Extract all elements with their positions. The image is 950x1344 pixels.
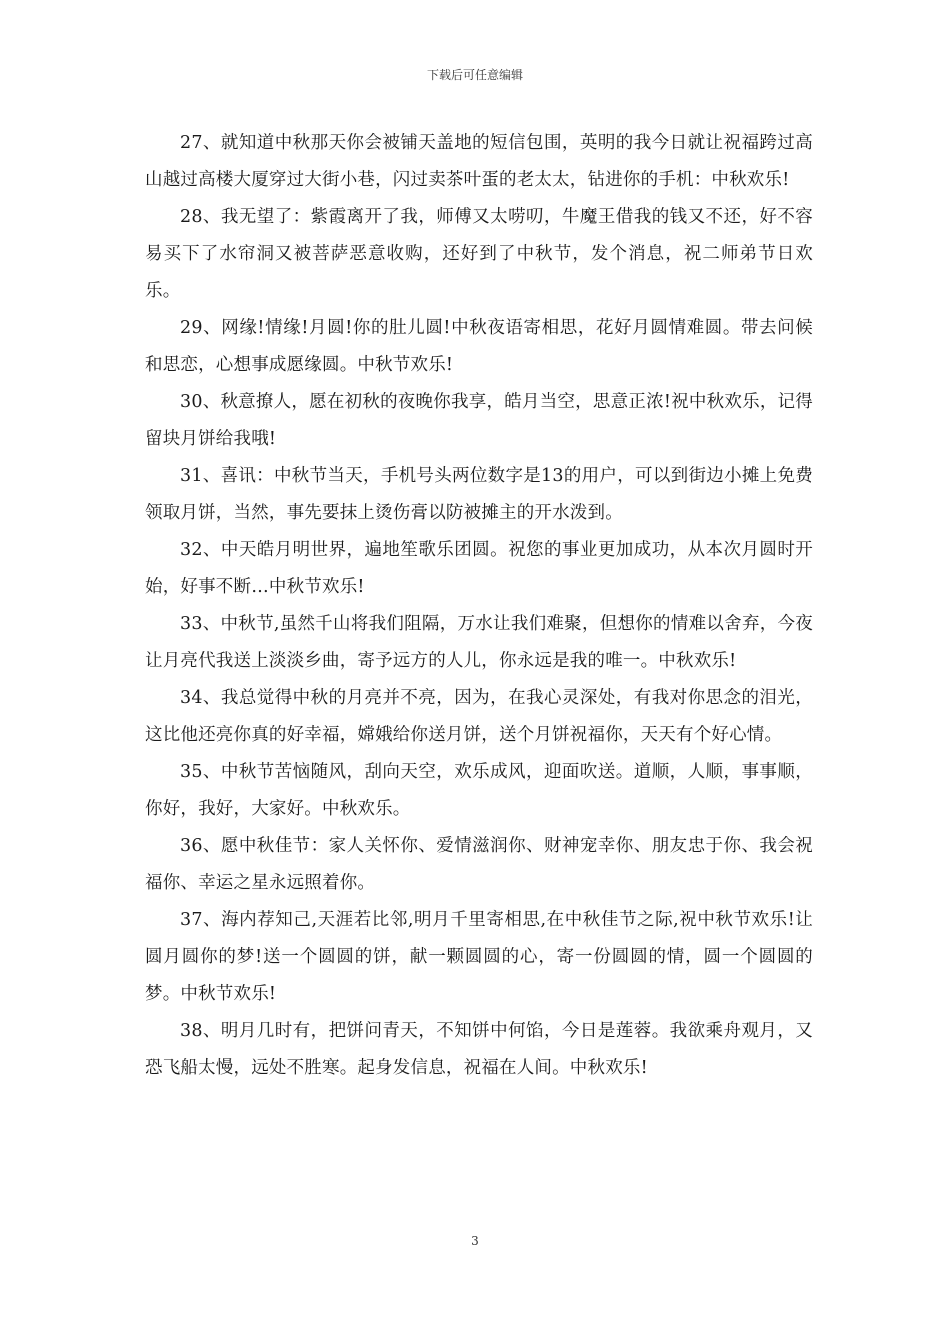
page-number: 3	[471, 1234, 479, 1248]
paragraph-37: 37、海内荐知己,天涯若比邻,明月千里寄相思,在中秋佳节之际,祝中秋节欢乐!让圆月圆你的梦!送一个圆圆的饼，献一颗圆圆的心，寄一份圆圆的情，圆一个圆圆的梦。中秋节欢乐!	[145, 910, 813, 1004]
paragraph-32: 32、中天皓月明世界，遍地笙歌乐团圆。祝您的事业更加成功，从本次月圆时开始，好事不断…中秋节欢乐!	[145, 540, 813, 597]
paragraph-35: 35、中秋节苦恼随风，刮向天空，欢乐成风，迎面吹送。道顺，人顺，事事顺，你好，我好，大家好。中秋欢乐。	[145, 762, 813, 819]
paragraph-27: 27、就知道中秋那天你会被铺天盖地的短信包围，英明的我今日就让祝福跨过高山越过高楼大厦穿过大街小巷，闪过卖茶叶蛋的老太太，钻进你的手机：中秋欢乐!	[145, 133, 813, 190]
page-header: 下载后可任意编辑	[426, 68, 523, 82]
paragraph-33: 33、中秋节,虽然千山将我们阻隔，万水让我们难聚，但想你的情难以舍弃，今夜让月亮代我送上淡淡乡曲，寄予远方的人儿，你永远是我的唯一。中秋欢乐!	[145, 614, 813, 671]
paragraph-38: 38、明月几时有，把饼问青天，不知饼中何馅，今日是莲蓉。我欲乘舟观月，又恐飞船太慢，远处不胜寒。起身发信息，祝福在人间。中秋欢乐!	[145, 1021, 813, 1078]
paragraph-30: 30、秋意撩人，愿在初秋的夜晚你我享，皓月当空，思意正浓!祝中秋欢乐，记得留块月饼给我哦!	[145, 392, 813, 449]
document-body	[145, 125, 813, 1087]
paragraph-34: 34、我总觉得中秋的月亮并不亮，因为，在我心灵深处，有我对你思念的泪光，这比他还亮你真的好幸福，嫦娥给你送月饼，送个月饼祝福你，天天有个好心情。	[145, 688, 813, 745]
paragraph-29: 29、网缘!情缘!月圆!你的肚儿圆!中秋夜语寄相思，花好月圆情难圆。带去问候和思恋，心想事成愿缘圆。中秋节欢乐!	[145, 318, 813, 375]
paragraph-31: 31、喜讯：中秋节当天，手机号头两位数字是13的用户，可以到街边小摊上免费领取月饼，当然，事先要抹上烫伤膏以防被摊主的开水泼到。	[145, 466, 813, 523]
paragraph-28: 28、我无望了：紫霞离开了我，师傅又太唠叨，牛魔王借我的钱又不还，好不容易买下了水帘洞又被菩萨恶意收购，还好到了中秋节，发个消息，祝二师弟节日欢乐。	[145, 207, 813, 301]
paragraph-36: 36、愿中秋佳节：家人关怀你、爱情滋润你、财神宠幸你、朋友忠于你、我会祝福你、幸运之星永远照着你。	[145, 836, 813, 893]
